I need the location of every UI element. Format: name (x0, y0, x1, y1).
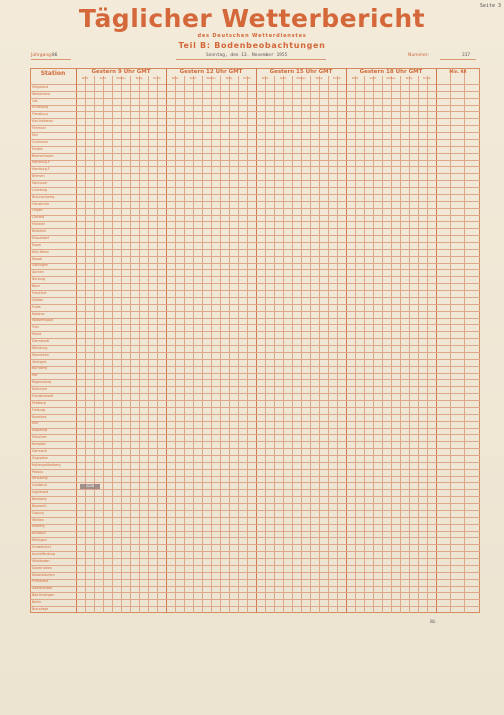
station-name: Schleswig (32, 105, 48, 110)
station-name: Passau (32, 469, 44, 474)
row-divider (30, 373, 480, 374)
row-divider (30, 606, 480, 607)
row-divider (30, 592, 480, 593)
station-name: Köln-Wahn (32, 249, 49, 254)
sub-header: Sicht (99, 77, 107, 80)
station-name: Wiesbaden (32, 558, 50, 563)
row-divider (30, 544, 480, 545)
issue-value: 86 (52, 53, 58, 58)
row-divider (30, 489, 480, 490)
station-name: Braunschweig (32, 194, 55, 199)
sub-header: Druck (333, 77, 341, 80)
station-name: Coburg (32, 510, 44, 515)
date-underline (176, 59, 326, 60)
row-divider (30, 551, 480, 552)
row-divider (30, 318, 480, 319)
number-value: 317 (462, 53, 471, 58)
station-name: Mainz (32, 332, 42, 337)
number-underline (440, 59, 476, 60)
station-name: Bonn (32, 284, 41, 289)
sub-header: Wind (81, 77, 89, 80)
row-divider (30, 208, 480, 209)
header-divider (30, 84, 480, 85)
station-name: Weiden (32, 517, 44, 522)
row-divider (30, 579, 480, 580)
sub-header: Druck (243, 77, 251, 80)
report-subtitle: des Deutschen Wetterdienstes (197, 33, 307, 39)
station-name: Koblenz (32, 311, 45, 316)
row-divider (30, 173, 480, 174)
row-divider (30, 228, 480, 229)
row-divider (30, 297, 480, 298)
station-name: Hohenpeißenberg (32, 462, 61, 467)
station-name: Stuttgart (32, 359, 47, 364)
ink-stamp: 3228 (80, 484, 100, 489)
page-number: Seite 3 (479, 3, 501, 9)
station-name: Cuxhaven (32, 139, 48, 144)
station-name: Kiel (32, 132, 38, 137)
row-divider (30, 221, 480, 222)
row-divider (30, 359, 480, 360)
row-divider (30, 304, 480, 305)
station-name: Bielefeld (32, 229, 46, 234)
row-divider (30, 194, 480, 195)
sub-header: Druck (423, 77, 431, 80)
station-name: Garmisch (32, 448, 48, 453)
row-divider (30, 242, 480, 243)
report-date: Sonntag, den 13. November 1955 (206, 53, 288, 58)
row-divider (30, 414, 480, 415)
station-name: Hannover (32, 180, 48, 185)
row-divider (30, 517, 480, 518)
row-divider (30, 503, 480, 504)
station-name: Bamberg (32, 497, 47, 501)
row-divider (30, 510, 480, 511)
number-label: Nummer: (408, 53, 430, 58)
station-name: Aachen (32, 270, 44, 275)
sub-header: Temp (315, 77, 323, 80)
station-name: Karlsruhe (32, 387, 48, 392)
row-divider (30, 476, 480, 477)
station-name: Regensburg (32, 380, 52, 385)
group-header: Gestern 18 Uhr GMT (359, 69, 423, 75)
row-divider (30, 537, 480, 538)
issue-label: Jahrgang: (31, 53, 53, 58)
row-divider (30, 434, 480, 435)
maxmin-header: Min. RR (449, 69, 467, 74)
row-divider (30, 98, 480, 99)
row-divider (30, 215, 480, 216)
sub-header: Sicht (279, 77, 287, 80)
station-name: München (32, 435, 47, 440)
station-name: Hamburg-F. (32, 167, 51, 172)
station-name: Bad Kissingen (32, 593, 55, 598)
sub-header: Wolken (116, 77, 126, 80)
station-name: Hamburg-F. (32, 160, 51, 165)
report-title: Täglicher Wetterbericht (78, 4, 426, 33)
row-divider (30, 290, 480, 291)
station-name: Kitzingen (32, 538, 47, 543)
station-column-header: Station (40, 70, 66, 77)
station-name: Fehmarn (32, 126, 46, 131)
station-name: Würzburg (32, 345, 48, 350)
row-divider (30, 180, 480, 181)
sub-header: Sicht (189, 77, 197, 80)
station-name: Gießen (32, 297, 44, 302)
station-name: Essen (32, 242, 42, 247)
station-name: Augsburg (32, 428, 48, 433)
group-header: Gestern 12 Uhr GMT (179, 69, 243, 75)
sub-header: Wind (171, 77, 179, 80)
station-name: Fulda (32, 304, 41, 309)
station-name: Bayreuth (32, 503, 47, 508)
station-name: Bremerhaven (32, 153, 54, 158)
sub-header: Wind (351, 77, 359, 80)
row-divider (30, 331, 480, 332)
sub-header: Druck (153, 77, 161, 80)
station-name: Kaiserslautern (32, 572, 55, 577)
row-divider (30, 379, 480, 380)
station-name: Frankfurt (32, 290, 47, 295)
station-name: Kiel-Holtenau (32, 119, 54, 124)
station-name: Lingen (32, 208, 43, 213)
sub-header: Wolken (296, 77, 306, 80)
row-divider (30, 125, 480, 126)
station-name: Nürburg (32, 277, 46, 282)
row-divider (30, 91, 480, 92)
row-divider (30, 105, 480, 106)
row-divider (30, 132, 480, 133)
station-name: Wasserkuppe (32, 318, 54, 323)
row-divider (30, 139, 480, 140)
station-name: Landshut (32, 483, 47, 488)
sub-header: Temp (135, 77, 143, 80)
row-divider (30, 146, 480, 147)
row-divider (30, 524, 480, 525)
row-divider (30, 111, 480, 112)
row-divider (30, 558, 480, 559)
station-name: Emden (32, 146, 44, 151)
row-divider (30, 153, 480, 154)
sub-header: Sicht (369, 77, 377, 80)
station-name: Aschaffenburg (32, 551, 56, 556)
row-divider (30, 338, 480, 339)
row-divider (30, 269, 480, 270)
station-name: Straubing (32, 476, 48, 481)
row-divider (30, 201, 480, 202)
row-divider (30, 345, 480, 346)
row-divider (30, 263, 480, 264)
row-divider (30, 276, 480, 277)
row-divider (30, 586, 480, 587)
station-name: Düsseldorf (32, 235, 50, 240)
station-name: Pirmasens (32, 579, 49, 584)
station-name: Freiburg (32, 407, 46, 412)
station-name: Kempten (32, 442, 47, 447)
station-name: Zweibrücken (32, 586, 53, 591)
row-divider (30, 455, 480, 456)
sub-header: Wolken (386, 77, 396, 80)
row-divider (30, 393, 480, 394)
station-name: Kassel (32, 256, 43, 261)
row-divider (30, 249, 480, 250)
row-divider (30, 469, 480, 470)
sub-header: Wolken (206, 77, 216, 80)
group-header: Gestern 9 Uhr GMT (91, 69, 151, 75)
row-divider (30, 572, 480, 573)
station-name: Darmstadt (32, 338, 49, 343)
row-divider (30, 187, 480, 188)
row-divider (30, 311, 480, 312)
station-name: Braunlage (32, 606, 49, 611)
issue-underline (31, 59, 71, 60)
station-name: Berlin (32, 600, 42, 605)
row-divider (30, 386, 480, 387)
row-divider (30, 352, 480, 353)
station-name: Nürnberg (32, 366, 47, 371)
station-name: Westerland (32, 91, 50, 96)
row-divider (30, 366, 480, 367)
station-name: Bremen (32, 174, 45, 179)
observation-table (30, 68, 480, 613)
station-name: Münster (32, 222, 45, 227)
station-name: Ansbach (32, 531, 46, 536)
station-name: Saarbrücken (32, 565, 53, 570)
row-divider (30, 428, 480, 429)
row-divider (30, 421, 480, 422)
station-name: Trier (32, 325, 39, 330)
row-divider (30, 235, 480, 236)
station-name: Lüchow (32, 215, 45, 220)
row-divider (30, 496, 480, 497)
sub-header: Temp (225, 77, 233, 80)
station-name: Osnabrück (32, 201, 50, 206)
report-part: Teil B: Bodenbeobachtungen (178, 41, 326, 50)
station-name: Freudenstadt (32, 393, 53, 398)
station-name: Helgoland (32, 84, 49, 89)
station-name: Amberg (32, 524, 45, 529)
station-name: Schweinfurt (32, 545, 51, 550)
station-name: Konstanz (32, 414, 47, 419)
station-name: Lüneburg (32, 187, 48, 192)
row-divider (30, 407, 480, 408)
row-divider (30, 166, 480, 167)
row-divider (30, 256, 480, 257)
station-name: Flensburg (32, 112, 48, 117)
row-divider (30, 531, 480, 532)
station-name: Ingolstadt (32, 490, 48, 495)
row-divider (30, 324, 480, 325)
row-divider (30, 283, 480, 284)
footer-mark: ВШ. (430, 619, 438, 624)
row-divider (30, 400, 480, 401)
station-name: List (32, 98, 38, 103)
station-name: Feldberg (32, 400, 46, 405)
row-divider (30, 599, 480, 600)
row-divider (30, 565, 480, 566)
station-name: Göttingen (32, 263, 48, 268)
station-name: Zugspitze (32, 455, 48, 460)
sub-header: Temp (405, 77, 413, 80)
station-name: Ulm (32, 421, 39, 426)
station-name: Mannheim (32, 352, 49, 357)
row-divider (30, 118, 480, 119)
sub-header: Wind (261, 77, 269, 80)
group-header: Gestern 15 Uhr GMT (269, 69, 333, 75)
row-divider (30, 441, 480, 442)
row-divider (30, 448, 480, 449)
row-divider (30, 462, 480, 463)
station-name: Hof (32, 373, 38, 378)
row-divider (30, 160, 480, 161)
